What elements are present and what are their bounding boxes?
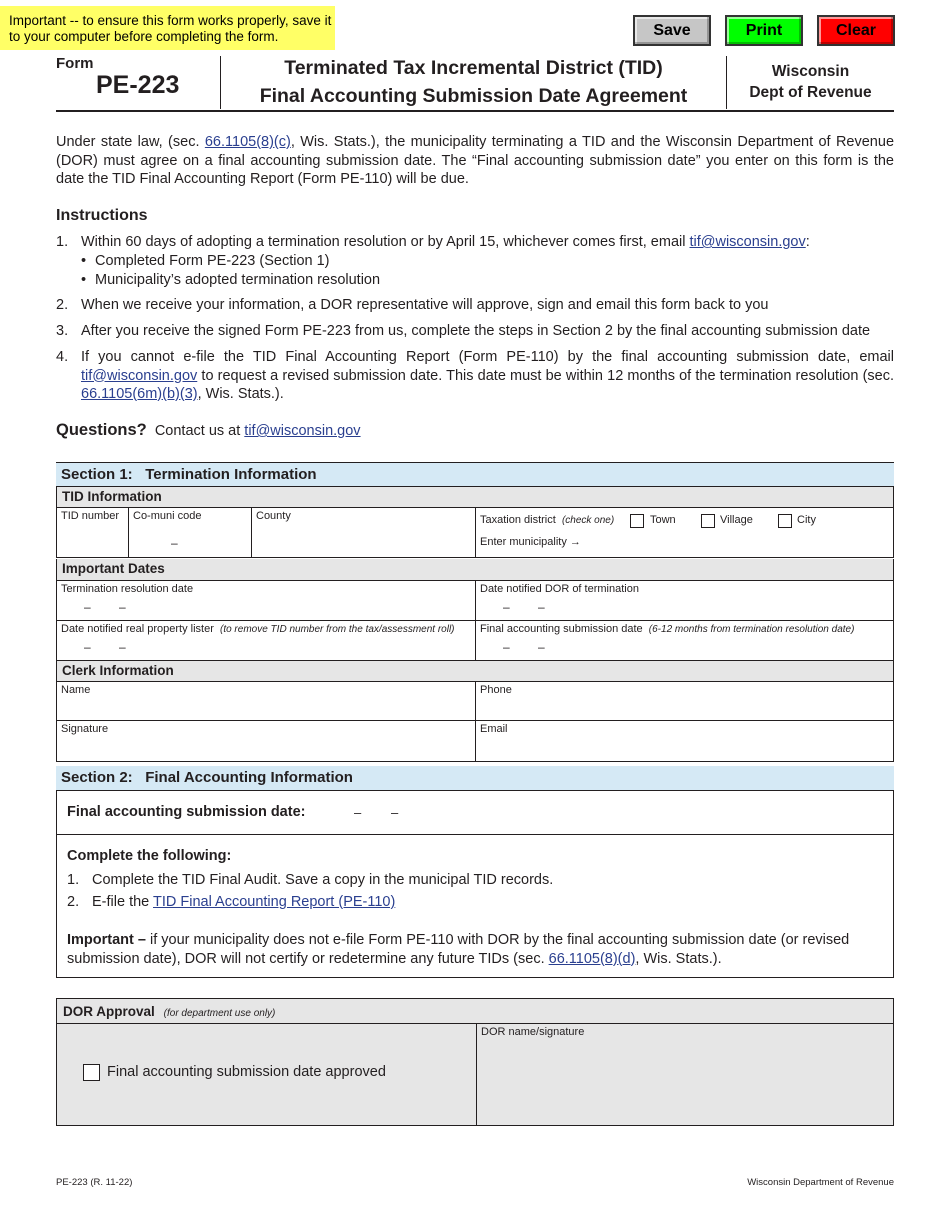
section-title: Termination Information (145, 466, 317, 483)
clerk-email-field[interactable] (475, 720, 894, 762)
tid-info-header: TID Information (56, 486, 894, 508)
footer-agency: Wisconsin Department of Revenue (747, 1177, 894, 1188)
important-text-b: , Wis. Stats.). (635, 950, 722, 967)
clear-button[interactable]: Clear (817, 15, 895, 46)
field-label: Taxation district (480, 514, 556, 526)
clerk-name-field[interactable] (56, 681, 476, 721)
town-checkbox[interactable] (630, 514, 644, 528)
date-dash: – (84, 600, 91, 614)
field-note: (check one) (561, 515, 615, 526)
form-label: Form (56, 55, 94, 72)
approval-checkbox[interactable] (83, 1064, 100, 1081)
date-dash: – (503, 640, 510, 654)
taxation-district-label (480, 514, 614, 526)
step-number: 2. (67, 894, 80, 910)
final-date-label: Final accounting submission date: (67, 804, 306, 820)
date-dash: – (119, 600, 126, 614)
city-label: City (797, 514, 816, 526)
item-text-b: to request a revised submission date. This date must be within 12 months of the termination resolution (sec. (197, 367, 894, 384)
item-text-end: : (805, 234, 810, 250)
field-label: Termination resolution date (61, 583, 194, 595)
item-number: 1. (56, 234, 69, 250)
city-checkbox[interactable] (778, 514, 792, 528)
important-dates-header: Important Dates (56, 559, 894, 581)
statute-link-6m[interactable]: 66.1105(6m)(b)(3) (81, 386, 198, 402)
bullet-icon: • (81, 253, 87, 269)
dor-signature-field[interactable] (477, 1025, 893, 1125)
section-1-header (56, 462, 894, 486)
questions-line (56, 421, 361, 440)
dor-approval-box (56, 998, 894, 1126)
step-1 (67, 872, 553, 888)
item-number: 4. (56, 349, 69, 365)
clerk-info-header: Clerk Information (56, 660, 894, 682)
date-dash: – (354, 805, 362, 820)
save-notice: Important -- to ensure this form works properly, save it to your computer before completing the form. (0, 6, 335, 50)
instruction-item-4 (56, 348, 894, 404)
item-text: Within 60 days of adopting a termination resolution or by April 15, whichever comes first, email (81, 234, 690, 250)
date-dash: – (119, 640, 126, 654)
intro-text-b: , Wis. Stats.), the municipality terminating a TID and the Wisconsin Department of Revenue (DOR) must agree on a final accounting submission date. The “Final accounting submission date” you enter on this form is the date the TID Final Accounting Report (Form PE-110) will be due. (56, 134, 895, 187)
statute-link-8d[interactable]: 66.1105(8)(d) (548, 950, 636, 967)
field-label: Date notified DOR of termination (480, 583, 639, 595)
section-2 (56, 766, 894, 978)
important-label: Important – (67, 932, 146, 948)
section-number: Section 1: (61, 466, 133, 483)
tid-info-row (56, 508, 894, 559)
comuni-code-field[interactable] (128, 507, 252, 558)
county-field[interactable] (251, 507, 476, 558)
save-button[interactable]: Save (633, 15, 711, 46)
section-2-header (56, 766, 894, 790)
field-note: (6-12 months from termination resolution date) (648, 624, 855, 635)
bullet-icon: • (81, 272, 87, 288)
date-dash: – (538, 600, 545, 614)
form-title-line2: Final Accounting Submission Date Agreement (259, 85, 688, 107)
agency-line2: Dept of Revenue (749, 84, 872, 101)
pe110-report-link[interactable]: TID Final Accounting Report (PE-110) (153, 894, 396, 910)
clerk-signature-field[interactable] (56, 720, 476, 762)
bullet-item-2 (81, 271, 380, 290)
step-2 (67, 894, 395, 910)
instruction-item-2 (56, 296, 894, 315)
termination-resolution-date-field[interactable] (56, 580, 476, 621)
intro-text-a: Under state law, (sec. (56, 134, 205, 150)
agency-line1: Wisconsin (771, 63, 850, 80)
intro-paragraph (56, 133, 894, 189)
section-number: Section 2: (61, 769, 133, 786)
approval-heading: DOR Approval (63, 1004, 155, 1019)
email-link[interactable]: tif@wisconsin.gov (244, 423, 361, 439)
date-notified-lister-field[interactable] (56, 620, 476, 661)
dor-signature-label: DOR name/signature (481, 1026, 585, 1038)
date-dash: – (538, 640, 545, 654)
bullet-text: Completed Form PE-223 (Section 1) (95, 253, 330, 269)
field-label: County (256, 510, 291, 522)
approval-checkbox-label: Final accounting submission date approved (107, 1064, 386, 1080)
complete-following-box (56, 835, 894, 978)
field-label: Phone (480, 684, 512, 696)
questions-label: Questions? (56, 421, 147, 439)
date-dash: – (391, 805, 399, 820)
town-label: Town (650, 514, 676, 526)
step-text: Complete the TID Final Audit. Save a copy in the municipal TID records. (92, 872, 554, 888)
final-date-input[interactable] (277, 796, 477, 830)
section-title: Final Accounting Information (145, 769, 353, 786)
field-label: Signature (61, 723, 109, 735)
clerk-info-rows (56, 682, 894, 762)
item-text: After you receive the signed Form PE-223 from us, complete the steps in Section 2 by the final accounting submission date (81, 323, 871, 339)
field-label: TID number (61, 510, 120, 522)
section-1 (56, 462, 894, 762)
important-text-a: if your municipality does not e-file Form PE-110 with DOR by the final accounting submission date (or revised submission date), DOR will not certify or redetermine any future TIDs (sec. (67, 932, 850, 967)
step-text: E-file the (92, 894, 153, 910)
clerk-phone-field[interactable] (475, 681, 894, 721)
municipality-input[interactable]: Enter municipality → (480, 536, 581, 548)
item-text-a: If you cannot e-file the TID Final Accounting Report (Form PE-110) by the final accounting submission date, email (81, 349, 894, 365)
email-link[interactable]: tif@wisconsin.gov (81, 367, 198, 384)
field-label: Name (61, 684, 91, 696)
item-number: 2. (56, 297, 69, 313)
dor-approval-header (57, 999, 893, 1024)
final-date-row (56, 790, 894, 835)
instruction-item-1 (56, 233, 894, 252)
bullet-text: Municipality’s adopted termination resolution (95, 272, 381, 288)
date-notified-dor-field[interactable] (475, 580, 894, 621)
footer-form-revision: PE-223 (R. 11-22) (56, 1177, 133, 1188)
important-note (67, 931, 883, 968)
instruction-item-3 (56, 322, 894, 341)
item-number: 3. (56, 323, 69, 339)
print-button[interactable]: Print (725, 15, 803, 46)
item-text: When we receive your information, a DOR representative will approve, sign and email this form back to you (81, 297, 769, 313)
email-link[interactable]: tif@wisconsin.gov (689, 234, 806, 250)
field-label: Co-muni code (133, 510, 202, 522)
village-label: Village (720, 514, 753, 526)
date-dash: – (84, 640, 91, 654)
field-note: (to remove TID number from the tax/assessment roll) (219, 624, 455, 635)
item-text-c: , Wis. Stats.). (197, 386, 284, 402)
field-label: Date notified real property lister (61, 623, 214, 635)
date-dash: – (503, 600, 510, 614)
questions-text: Contact us at (154, 423, 245, 439)
bullet-item-1 (81, 252, 330, 271)
agency-name (727, 61, 894, 103)
statute-link-8c[interactable]: 66.1105(8)(c) (204, 134, 291, 150)
final-submission-date-field[interactable] (475, 620, 894, 661)
form-title (222, 54, 725, 110)
step-number: 1. (67, 872, 80, 888)
header-divider-left (220, 56, 221, 109)
form-title-line1: Terminated Tax Incremental District (TID) (284, 57, 663, 79)
tid-number-field[interactable] (56, 507, 129, 558)
important-dates-rows (56, 581, 894, 660)
approval-note: (for department use only) (163, 1008, 276, 1019)
form-number: PE-223 (96, 71, 180, 99)
village-checkbox[interactable] (701, 514, 715, 528)
comuni-dash: – (171, 536, 178, 550)
field-label: Email (480, 723, 508, 735)
header-rule (56, 110, 894, 112)
field-label: Final accounting submission date (480, 623, 643, 635)
taxation-district-field (475, 507, 894, 558)
instructions-heading: Instructions (56, 207, 148, 224)
complete-heading: Complete the following: (67, 848, 232, 864)
